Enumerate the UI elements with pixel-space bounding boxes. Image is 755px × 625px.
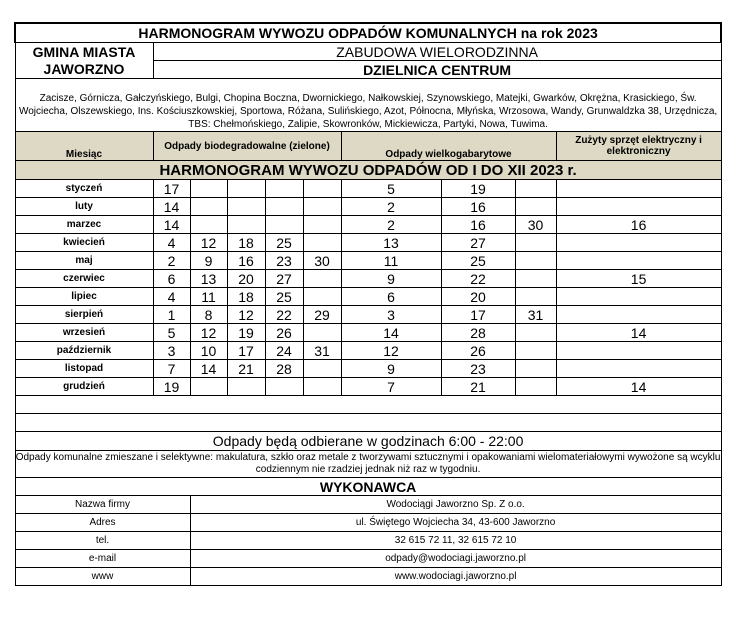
schedule-title: HARMONOGRAM WYWOZU ODPADÓW OD I DO XII 2023 r. bbox=[15, 161, 721, 180]
address-label: Adres bbox=[15, 514, 190, 532]
bio-date: 6 bbox=[153, 270, 190, 288]
bulky-date bbox=[515, 234, 556, 252]
bio-date bbox=[227, 378, 265, 396]
bio-date: 12 bbox=[190, 234, 227, 252]
bulky-date: 9 bbox=[341, 270, 441, 288]
schedule-sheet bbox=[14, 22, 720, 586]
month-name: maj bbox=[15, 252, 153, 270]
month-name: czerwiec bbox=[15, 270, 153, 288]
bio-date: 1 bbox=[153, 306, 190, 324]
table-row bbox=[15, 252, 721, 270]
bulky-date: 22 bbox=[441, 270, 515, 288]
bio-date: 14 bbox=[153, 198, 190, 216]
bulky-date bbox=[515, 360, 556, 378]
electro-date bbox=[556, 306, 721, 324]
bio-date bbox=[265, 216, 303, 234]
table-row bbox=[15, 270, 721, 288]
bio-date bbox=[303, 180, 341, 198]
phone-label: tel. bbox=[15, 532, 190, 550]
bio-date: 11 bbox=[190, 288, 227, 306]
month-name: listopad bbox=[15, 360, 153, 378]
bio-date: 3 bbox=[153, 342, 190, 360]
table-row bbox=[15, 216, 721, 234]
bulky-date: 21 bbox=[441, 378, 515, 396]
bulky-date: 9 bbox=[341, 360, 441, 378]
bio-date: 5 bbox=[153, 324, 190, 342]
bio-date: 19 bbox=[153, 378, 190, 396]
header-month: Miesiąc bbox=[15, 132, 153, 161]
bulky-date bbox=[515, 324, 556, 342]
bio-date: 22 bbox=[265, 306, 303, 324]
bulky-date: 11 bbox=[341, 252, 441, 270]
month-name: październik bbox=[15, 342, 153, 360]
company-name-label: Nazwa firmy bbox=[15, 496, 190, 514]
spacer-row bbox=[15, 396, 721, 414]
bulky-date: 3 bbox=[341, 306, 441, 324]
bio-date bbox=[303, 234, 341, 252]
bio-date: 23 bbox=[265, 252, 303, 270]
wykonawca-title: WYKONAWCA bbox=[15, 478, 721, 496]
selective-waste-note: Odpady komunalne zmieszane i selektywne: makulatura, szkło oraz metale z tworzywami sztucznymi i opakowaniami wielomateriałowymi wywożone są wcyklu codziennym nie rzadziej jednak niż raz w tygodniu. bbox=[15, 451, 721, 478]
bulky-date: 27 bbox=[441, 234, 515, 252]
gmina-label bbox=[15, 43, 153, 79]
month-name: lipiec bbox=[15, 288, 153, 306]
bio-date: 7 bbox=[153, 360, 190, 378]
bio-date: 16 bbox=[227, 252, 265, 270]
bio-date: 20 bbox=[227, 270, 265, 288]
header-bulky: Odpady wielkogabarytowe bbox=[341, 132, 556, 161]
bio-date bbox=[303, 324, 341, 342]
page-title: HARMONOGRAM WYWOZU ODPADÓW KOMUNALNYCH na rok 2023 bbox=[15, 23, 721, 43]
bio-date: 27 bbox=[265, 270, 303, 288]
zabudowa-label: ZABUDOWA WIELORODZINNA bbox=[153, 43, 721, 61]
gmina-line-2: JAWORZNO bbox=[43, 60, 125, 77]
bio-date: 19 bbox=[227, 324, 265, 342]
table-row bbox=[15, 234, 721, 252]
bio-date: 4 bbox=[153, 234, 190, 252]
bio-date bbox=[227, 216, 265, 234]
bulky-date: 13 bbox=[341, 234, 441, 252]
bio-date bbox=[265, 378, 303, 396]
bio-date: 31 bbox=[303, 342, 341, 360]
bulky-date: 25 bbox=[441, 252, 515, 270]
table-row bbox=[15, 360, 721, 378]
email-value[interactable]: odpady@wodociagi.jaworzno.pl bbox=[190, 550, 721, 568]
www-label: www bbox=[15, 568, 190, 586]
electro-date bbox=[556, 180, 721, 198]
electro-date bbox=[556, 198, 721, 216]
table-row bbox=[15, 378, 721, 396]
bio-date bbox=[303, 288, 341, 306]
bulky-date bbox=[515, 180, 556, 198]
bio-date bbox=[227, 180, 265, 198]
bio-date: 2 bbox=[153, 252, 190, 270]
bulky-date: 2 bbox=[341, 216, 441, 234]
month-name: luty bbox=[15, 198, 153, 216]
bio-date: 18 bbox=[227, 234, 265, 252]
bulky-date: 12 bbox=[341, 342, 441, 360]
bio-date bbox=[190, 198, 227, 216]
bio-date bbox=[265, 198, 303, 216]
bulky-date bbox=[515, 198, 556, 216]
bulky-date bbox=[515, 288, 556, 306]
bulky-date bbox=[515, 252, 556, 270]
bulky-date: 31 bbox=[515, 306, 556, 324]
address-value: ul. Świętego Wojciecha 34, 43-600 Jaworzno bbox=[190, 514, 721, 532]
table-row bbox=[15, 198, 721, 216]
bio-date: 17 bbox=[227, 342, 265, 360]
month-name: wrzesień bbox=[15, 324, 153, 342]
table-row bbox=[15, 342, 721, 360]
electro-date bbox=[556, 342, 721, 360]
bulky-date: 30 bbox=[515, 216, 556, 234]
month-name: sierpień bbox=[15, 306, 153, 324]
bio-date: 18 bbox=[227, 288, 265, 306]
bio-date: 21 bbox=[227, 360, 265, 378]
bio-date bbox=[265, 180, 303, 198]
bio-date bbox=[227, 198, 265, 216]
bulky-date: 5 bbox=[341, 180, 441, 198]
bulky-date bbox=[515, 270, 556, 288]
month-name: marzec bbox=[15, 216, 153, 234]
table-row bbox=[15, 288, 721, 306]
bio-date: 28 bbox=[265, 360, 303, 378]
header-electro: Zużyty sprzęt elektryczny i elektroniczny bbox=[556, 132, 721, 161]
phone-value: 32 615 72 11, 32 615 72 10 bbox=[190, 532, 721, 550]
month-name: grudzień bbox=[15, 378, 153, 396]
bio-date bbox=[303, 198, 341, 216]
bulky-date: 2 bbox=[341, 198, 441, 216]
bio-date: 8 bbox=[190, 306, 227, 324]
month-name: kwiecień bbox=[15, 234, 153, 252]
electro-date: 14 bbox=[556, 324, 721, 342]
bulky-date bbox=[515, 378, 556, 396]
bio-date: 14 bbox=[153, 216, 190, 234]
bio-date: 24 bbox=[265, 342, 303, 360]
bio-date bbox=[303, 378, 341, 396]
bio-date: 12 bbox=[227, 306, 265, 324]
bio-date: 25 bbox=[265, 234, 303, 252]
bulky-date: 17 bbox=[441, 306, 515, 324]
bulky-date: 7 bbox=[341, 378, 441, 396]
bio-date bbox=[190, 216, 227, 234]
bio-date bbox=[190, 378, 227, 396]
bulky-date: 14 bbox=[341, 324, 441, 342]
table-row bbox=[15, 306, 721, 324]
bio-date bbox=[303, 270, 341, 288]
bio-date: 30 bbox=[303, 252, 341, 270]
electro-date bbox=[556, 234, 721, 252]
collection-hours: Odpady będą odbierane w godzinach 6:00 - 22:00 bbox=[15, 432, 721, 451]
electro-date bbox=[556, 360, 721, 378]
bulky-date: 16 bbox=[441, 198, 515, 216]
gmina-line-1: GMINA MIASTA bbox=[32, 43, 136, 60]
bio-date: 13 bbox=[190, 270, 227, 288]
bulky-date: 26 bbox=[441, 342, 515, 360]
electro-date: 14 bbox=[556, 378, 721, 396]
bio-date bbox=[303, 360, 341, 378]
bio-date: 10 bbox=[190, 342, 227, 360]
company-name-value: Wodociągi Jaworzno Sp. Z o.o. bbox=[190, 496, 721, 514]
bulky-date: 19 bbox=[441, 180, 515, 198]
bulky-date bbox=[515, 342, 556, 360]
bio-date bbox=[190, 180, 227, 198]
bio-date: 12 bbox=[190, 324, 227, 342]
electro-date: 16 bbox=[556, 216, 721, 234]
schedule-table bbox=[14, 22, 722, 586]
table-row bbox=[15, 324, 721, 342]
bio-date: 9 bbox=[190, 252, 227, 270]
bulky-date: 20 bbox=[441, 288, 515, 306]
electro-date bbox=[556, 252, 721, 270]
header-bio: Odpady biodegradowalne (zielone) bbox=[153, 132, 341, 161]
bio-date: 26 bbox=[265, 324, 303, 342]
www-value[interactable]: www.wodociagi.jaworzno.pl bbox=[190, 568, 721, 586]
bio-date: 17 bbox=[153, 180, 190, 198]
bio-date: 4 bbox=[153, 288, 190, 306]
electro-date: 15 bbox=[556, 270, 721, 288]
spacer-row bbox=[15, 414, 721, 432]
month-name: styczeń bbox=[15, 180, 153, 198]
bulky-date: 23 bbox=[441, 360, 515, 378]
email-label: e-mail bbox=[15, 550, 190, 568]
bio-date: 14 bbox=[190, 360, 227, 378]
bulky-date: 6 bbox=[341, 288, 441, 306]
bio-date: 29 bbox=[303, 306, 341, 324]
bio-date: 25 bbox=[265, 288, 303, 306]
streets-list: Zacisze, Górnicza, Gałczyńskiego, Bulgi, Chopina Boczna, Dwornickiego, Nałkowskiej, Szynowskiego, Matejki, Gwarków, Okrężna, Krasickiego, Św. Wojciecha, Olszewskiego, Ins. Kościuszkowskiej, Sportowa, Różana, Sulińskiego, Azot, Północna, Młyńska, Wrzosowa, Wandy, Grunwaldzka 38, Urzędnicza, TBS: Chełmońskiego, Zalipie, Skowronków, Mickiewicza, Partyki, Nowa, Tuwima. bbox=[15, 79, 721, 132]
bulky-date: 16 bbox=[441, 216, 515, 234]
table-row bbox=[15, 180, 721, 198]
bio-date bbox=[303, 216, 341, 234]
bulky-date: 28 bbox=[441, 324, 515, 342]
dzielnica-label: DZIELNICA CENTRUM bbox=[153, 61, 721, 79]
electro-date bbox=[556, 288, 721, 306]
